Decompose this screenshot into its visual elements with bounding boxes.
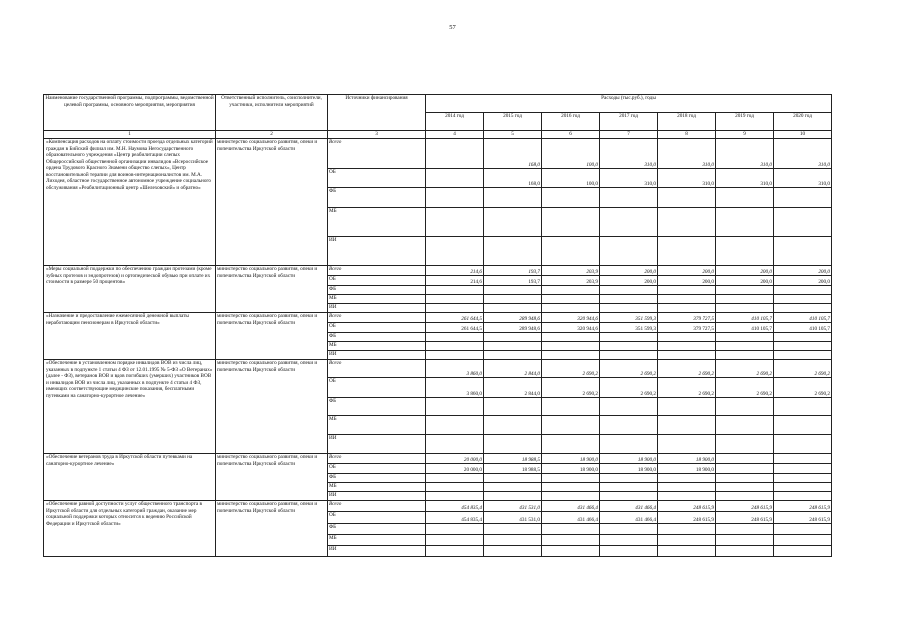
expense-value	[484, 483, 542, 492]
source-label: Всего	[328, 360, 426, 378]
expense-value	[716, 464, 774, 474]
expense-value	[600, 492, 658, 501]
table-row	[44, 501, 832, 512]
expense-value	[600, 188, 658, 208]
expense-value: 410 105,7	[716, 313, 774, 323]
table-row	[44, 266, 832, 276]
expense-value	[600, 435, 658, 454]
column-number-row	[44, 131, 832, 139]
expense-value	[426, 286, 484, 295]
expense-value	[658, 474, 716, 483]
expense-value	[716, 304, 774, 313]
expense-value	[542, 295, 600, 304]
expense-value: 310,0	[774, 169, 832, 188]
expense-value	[774, 208, 832, 237]
expense-value: 431 466,4	[600, 512, 658, 524]
expense-value	[542, 333, 600, 342]
source-label: Всего	[328, 501, 426, 512]
expense-value	[542, 435, 600, 454]
expense-value: 454 835,4	[426, 512, 484, 524]
expense-value	[658, 416, 716, 435]
expense-value	[658, 398, 716, 416]
expense-value	[542, 351, 600, 360]
source-label: ИИ	[328, 435, 426, 454]
expense-value	[716, 535, 774, 546]
year-header: 2019 год	[716, 113, 774, 131]
expense-value	[542, 483, 600, 492]
expense-value	[774, 304, 832, 313]
year-header: 2015 год	[484, 113, 542, 131]
expense-value: 454 835,4	[426, 501, 484, 512]
expense-value: 310,0	[716, 169, 774, 188]
expense-value	[658, 304, 716, 313]
expense-value	[774, 286, 832, 295]
expense-value	[658, 342, 716, 351]
expense-value	[600, 295, 658, 304]
expense-value: 100,0	[542, 139, 600, 169]
expense-value: 214,6	[426, 276, 484, 286]
expense-value	[600, 304, 658, 313]
expense-value: 18 988,5	[484, 464, 542, 474]
expense-value	[484, 286, 542, 295]
expense-value	[426, 237, 484, 266]
expense-value: 379 727,5	[658, 313, 716, 323]
expense-value	[484, 342, 542, 351]
year-header: 2018 год	[658, 113, 716, 131]
expense-value	[426, 208, 484, 237]
source-label: ОБ	[328, 512, 426, 524]
expense-value: 261 644,5	[426, 313, 484, 323]
expense-value: 248 615,9	[658, 501, 716, 512]
expense-value	[774, 524, 832, 535]
expense-value	[716, 333, 774, 342]
expense-value	[426, 351, 484, 360]
column-number: 5	[484, 131, 542, 139]
expense-value: 18 900,0	[542, 454, 600, 464]
expense-value	[658, 237, 716, 266]
column-number: 9	[716, 131, 774, 139]
measure-executor: министерство социального развития, опеки и попечительства Иркутской области	[216, 313, 328, 360]
source-label: ФБ	[328, 188, 426, 208]
expense-value	[426, 169, 484, 188]
expense-value	[774, 535, 832, 546]
expense-value: 261 644,5	[426, 323, 484, 333]
source-label: МБ	[328, 295, 426, 304]
expense-value	[484, 208, 542, 237]
expense-value: 18 900,0	[600, 454, 658, 464]
expense-value	[774, 188, 832, 208]
expense-value: 431 531,0	[484, 501, 542, 512]
expense-value	[658, 295, 716, 304]
expense-value	[600, 398, 658, 416]
source-label: МБ	[328, 342, 426, 351]
measure-executor: министерство социального развития, опеки и попечительства Иркутской области	[216, 139, 328, 266]
expense-value: 351 599,3	[600, 313, 658, 323]
expense-value	[542, 416, 600, 435]
expense-value	[484, 535, 542, 546]
table-body	[44, 139, 832, 557]
year-header: 2017 год	[600, 113, 658, 131]
expense-value: 310,0	[716, 139, 774, 169]
expense-value: 410 105,7	[774, 313, 832, 323]
expense-value: 18 900,0	[542, 464, 600, 474]
expense-value	[716, 208, 774, 237]
expense-value: 20 000,0	[426, 464, 484, 474]
expense-value	[426, 535, 484, 546]
measure-name: «Меры социальной поддержки по обеспечению граждан протезами (кроме зубных протезов и эндопротезов) и ортопедической обувью при оплате их стоимости в размере 50 процентов»	[44, 266, 216, 313]
expense-value	[774, 435, 832, 454]
expense-value: 2 690,2	[542, 360, 600, 378]
expense-value	[600, 333, 658, 342]
expense-value	[774, 483, 832, 492]
expense-value	[774, 546, 832, 557]
expense-value	[484, 398, 542, 416]
table-row	[44, 139, 832, 169]
expense-value: 2 690,2	[774, 378, 832, 398]
expense-value: 193,7	[484, 276, 542, 286]
expense-value: 3 860,0	[426, 360, 484, 378]
table-row	[44, 454, 832, 464]
expense-value	[484, 416, 542, 435]
expense-value	[426, 492, 484, 501]
expense-value: 18 900,0	[600, 464, 658, 474]
expense-value: 310,0	[600, 139, 658, 169]
expense-value	[716, 237, 774, 266]
expense-value	[542, 546, 600, 557]
expense-value	[542, 188, 600, 208]
expense-value: 248 615,9	[658, 512, 716, 524]
expense-value: 214,6	[426, 266, 484, 276]
expense-value	[658, 524, 716, 535]
expense-value: 248 615,9	[716, 512, 774, 524]
expense-value	[484, 188, 542, 208]
expense-value: 200,0	[774, 266, 832, 276]
executor-column-header: Ответственный исполнитель, соисполнители, участники, исполнители мероприятий	[216, 95, 328, 131]
expense-value	[774, 295, 832, 304]
expense-value	[716, 474, 774, 483]
expense-value: 3 860,0	[426, 378, 484, 398]
expense-value	[658, 435, 716, 454]
expense-value	[600, 342, 658, 351]
expense-value	[658, 546, 716, 557]
expense-value	[774, 416, 832, 435]
expense-value	[774, 342, 832, 351]
expense-value	[774, 474, 832, 483]
measure-executor: министерство социального развития, опеки и попечительства Иркутской области	[216, 266, 328, 313]
expense-value	[716, 295, 774, 304]
column-number: 2	[216, 131, 328, 139]
expense-value: 289 948,6	[484, 313, 542, 323]
expense-value: 168,0	[484, 169, 542, 188]
source-label: МБ	[328, 416, 426, 435]
expense-value: 203,9	[542, 266, 600, 276]
source-label: ИИ	[328, 304, 426, 313]
expense-value	[716, 398, 774, 416]
expense-value: 2 690,2	[658, 360, 716, 378]
expense-value: 2 690,2	[542, 378, 600, 398]
measure-executor: министерство социального развития, опеки и попечительства Иркутской области	[216, 360, 328, 454]
expense-value	[600, 237, 658, 266]
expense-value	[484, 474, 542, 483]
expense-value	[484, 333, 542, 342]
expense-value	[426, 333, 484, 342]
source-label: Всего	[328, 313, 426, 323]
source-column-header: Источники финансирования	[328, 95, 426, 131]
column-number: 8	[658, 131, 716, 139]
expense-value	[774, 333, 832, 342]
expense-value	[426, 524, 484, 535]
expense-value: 20 000,0	[426, 454, 484, 464]
expense-value	[716, 546, 774, 557]
expense-value: 431 466,4	[542, 501, 600, 512]
expense-value: 2 844,0	[484, 360, 542, 378]
expense-value	[600, 351, 658, 360]
expense-value: 168,0	[484, 139, 542, 169]
column-number: 3	[328, 131, 426, 139]
expense-value	[426, 398, 484, 416]
source-label: ИИ	[328, 492, 426, 501]
expense-value	[542, 237, 600, 266]
expense-value	[658, 188, 716, 208]
table-row	[44, 313, 832, 323]
expense-value: 431 466,4	[542, 512, 600, 524]
expense-value	[774, 492, 832, 501]
expense-value	[716, 286, 774, 295]
source-label: МБ	[328, 483, 426, 492]
expenses-table	[43, 94, 832, 557]
expense-value	[542, 342, 600, 351]
expense-value	[484, 524, 542, 535]
expense-value: 200,0	[716, 276, 774, 286]
source-label: ОБ	[328, 378, 426, 398]
expense-value	[542, 535, 600, 546]
measure-name: «Компенсация расходов на оплату стоимости проезда отдельных категорий граждан в Бийский филиал им. М.Н. Наумова Негосударственного образовательного учреждения «Центр реабилитации слепых Общероссийской общественной организации инвалидов «Всероссийское ордена Трудового Красного Знамени общество слепых», Центр восстановительной терапии для воинов-интернационалистов им. М.А. Лиходея, областное государственное автономное учреждение социального обслуживания «Реабилитационный центр «Шелеховский» и обратно»	[44, 139, 216, 266]
expense-value	[426, 139, 484, 169]
measure-name: «Обеспечение ветеранов труда в Иркутской области путевками на санаторно-курортное лечение»	[44, 454, 216, 501]
expense-value	[600, 483, 658, 492]
expense-value: 200,0	[716, 266, 774, 276]
source-label: ФБ	[328, 333, 426, 342]
year-header: 2020 год	[774, 113, 832, 131]
expense-value: 431 466,4	[600, 501, 658, 512]
source-label: ИИ	[328, 237, 426, 266]
expense-value: 248 615,9	[716, 501, 774, 512]
source-label: ФБ	[328, 286, 426, 295]
source-label: ОБ	[328, 323, 426, 333]
expense-value	[600, 524, 658, 535]
expense-value: 18 900,0	[658, 464, 716, 474]
table-row	[44, 360, 832, 378]
source-label: ИИ	[328, 546, 426, 557]
expense-value	[542, 492, 600, 501]
source-label: ФБ	[328, 398, 426, 416]
expense-value	[426, 435, 484, 454]
expense-value: 193,7	[484, 266, 542, 276]
expense-value	[484, 237, 542, 266]
expense-value: 2 690,2	[716, 360, 774, 378]
expense-value	[542, 286, 600, 295]
source-label: МБ	[328, 535, 426, 546]
page-number: 57	[449, 24, 456, 31]
expense-value: 410 105,7	[774, 323, 832, 333]
expense-value	[542, 398, 600, 416]
expense-value	[716, 342, 774, 351]
expense-value: 100,0	[542, 169, 600, 188]
expense-value	[484, 435, 542, 454]
expense-value	[542, 474, 600, 483]
expense-value: 2 690,2	[600, 378, 658, 398]
expense-value	[658, 351, 716, 360]
source-label: ОБ	[328, 276, 426, 286]
expense-value: 18 988,5	[484, 454, 542, 464]
expense-value: 351 599,3	[600, 323, 658, 333]
expense-value	[426, 342, 484, 351]
expense-value	[774, 237, 832, 266]
expense-value: 310,0	[774, 139, 832, 169]
column-number: 6	[542, 131, 600, 139]
source-label: ФБ	[328, 524, 426, 535]
expense-value: 289 948,6	[484, 323, 542, 333]
expense-value	[600, 416, 658, 435]
expense-value	[542, 304, 600, 313]
year-header: 2014 год	[426, 113, 484, 131]
expense-value	[774, 464, 832, 474]
expense-value	[658, 286, 716, 295]
column-number: 10	[774, 131, 832, 139]
expense-value	[542, 208, 600, 237]
expense-value: 320 944,6	[542, 323, 600, 333]
expense-value: 2 844,0	[484, 378, 542, 398]
expense-value	[484, 492, 542, 501]
source-label: ОБ	[328, 169, 426, 188]
expense-value: 200,0	[600, 276, 658, 286]
source-label: Всего	[328, 266, 426, 276]
expenses-column-header: Расходы (тыс.руб.), годы	[426, 95, 832, 113]
source-label: ИИ	[328, 351, 426, 360]
expense-value	[484, 304, 542, 313]
measure-executor: министерство социального развития, опеки и попечительства Иркутской области	[216, 501, 328, 557]
expense-value	[658, 208, 716, 237]
source-label: Всего	[328, 139, 426, 169]
expense-value	[716, 524, 774, 535]
expense-value	[426, 546, 484, 557]
measure-name: «Обеспечение равной доступности услуг общественного транспорта в Иркутской области для отдельных категорий граждан, оказание мер социальной поддержки которых относится к ведению Российской Федерации и Иркутской области»	[44, 501, 216, 557]
expense-value: 2 690,2	[774, 360, 832, 378]
expense-value	[426, 483, 484, 492]
expense-value	[426, 304, 484, 313]
expense-value: 248 615,9	[774, 512, 832, 524]
expense-value	[774, 398, 832, 416]
expense-value	[600, 286, 658, 295]
expense-value: 410 105,7	[716, 323, 774, 333]
expense-value	[774, 454, 832, 464]
expense-value: 310,0	[658, 169, 716, 188]
measure-name: «Обеспечение в установленном порядке инвалидов ВОВ из числа лиц, указанных в подпункте 1 статьи 4 ФЗ от 12.01.1995 № 5-ФЗ «О Ветеранах» (далее - ФЗ), ветеранов ВОВ и вдов погибших (умерших) участников ВОВ и инвалидов ВОВ из числа лиц, указанных в подпункте 4 статьи 4 ФЗ, имеющих соответствующие медицинские показания, бесплатными путевками на санаторно-курортное лечение»	[44, 360, 216, 454]
expense-value	[484, 295, 542, 304]
expense-value	[542, 524, 600, 535]
expense-value	[716, 188, 774, 208]
expense-value: 2 690,2	[600, 360, 658, 378]
expense-value: 200,0	[658, 266, 716, 276]
expense-value	[716, 492, 774, 501]
expense-value	[658, 483, 716, 492]
expense-value	[426, 188, 484, 208]
expense-value	[716, 416, 774, 435]
expense-value: 379 727,5	[658, 323, 716, 333]
expense-value: 18 900,0	[658, 454, 716, 464]
expense-value: 200,0	[774, 276, 832, 286]
expense-value: 431 531,0	[484, 512, 542, 524]
expense-value	[716, 483, 774, 492]
column-number: 4	[426, 131, 484, 139]
expense-value	[716, 435, 774, 454]
expense-value	[426, 416, 484, 435]
source-label: МБ	[328, 208, 426, 237]
expense-value	[658, 333, 716, 342]
expense-value	[484, 351, 542, 360]
name-column-header: Наименование государственной программы, подпрограммы, ведомственной целевой программы, основного мероприятия, мероприятия	[44, 95, 216, 131]
column-number: 1	[44, 131, 216, 139]
source-label: Всего	[328, 454, 426, 464]
expense-value: 200,0	[600, 266, 658, 276]
expense-value	[600, 535, 658, 546]
expense-value: 200,0	[658, 276, 716, 286]
measure-name: «Назначение и предоставление ежемесячной денежной выплаты неработающим пенсионерам в Иркутской области»	[44, 313, 216, 360]
year-header: 2016 год	[542, 113, 600, 131]
expense-value	[426, 295, 484, 304]
expense-value	[716, 454, 774, 464]
column-number: 7	[600, 131, 658, 139]
source-label: ФБ	[328, 474, 426, 483]
expense-value: 2 690,2	[658, 378, 716, 398]
expense-value	[600, 546, 658, 557]
expense-value: 320 944,6	[542, 313, 600, 323]
expense-value: 203,9	[542, 276, 600, 286]
expense-value: 2 690,2	[716, 378, 774, 398]
expense-value	[600, 208, 658, 237]
expense-value	[484, 546, 542, 557]
expense-value: 310,0	[658, 139, 716, 169]
expense-value	[658, 535, 716, 546]
expense-value	[600, 474, 658, 483]
expense-value	[774, 351, 832, 360]
expense-value	[426, 474, 484, 483]
measure-executor: министерство социального развития, опеки и попечительства Иркутской области	[216, 454, 328, 501]
expense-value: 248 615,9	[774, 501, 832, 512]
expense-value	[658, 492, 716, 501]
expense-value: 310,0	[600, 169, 658, 188]
expense-value	[716, 351, 774, 360]
source-label: ОБ	[328, 464, 426, 474]
